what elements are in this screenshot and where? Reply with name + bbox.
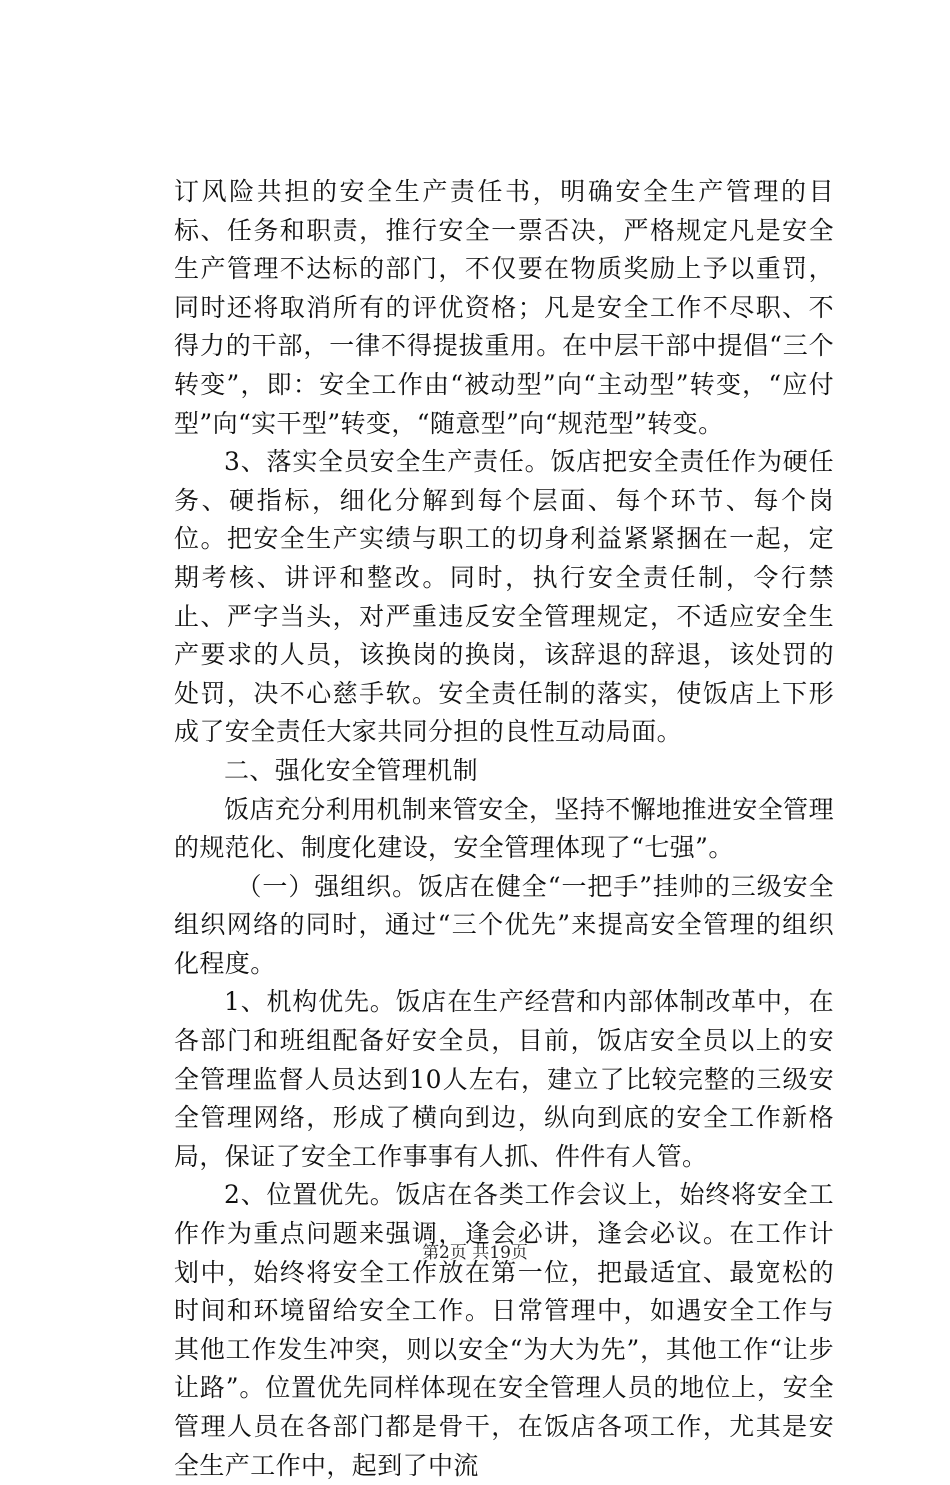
paragraph-item-1: 1、机构优先。饭店在生产经营和内部体制改革中，在各部门和班组配备好安全员，目前，饭店安全员以上的安全管理监督人员达到10人左右，建立了比较完整的三级安全管理网络，形成了横向到边，纵向到底的安全工作新格局，保证了安全工作事事有人抓、件件有人管。 [174,987,834,1171]
document-body [174,173,834,1485]
page-footer: 第2页 共19页 [422,1243,528,1263]
section-heading: 二、强化安全管理机制 [224,755,479,785]
paragraph-subsection-1: （一）强组织。饭店在健全“一把手”挂帅的三级安全组织网络的同时，通过“三个优先”来提高安全管理的组织化程度。 [174,871,834,978]
paragraph-intro: 饭店充分利用机制来管安全，坚持不懈地推进安全管理的规范化、制度化建设，安全管理体现了“七强”。 [174,794,834,863]
paragraph-item-3: 3、落实全员安全生产责任。饭店把安全责任作为硬任务、硬指标，细化分解到每个层面、每个环节、每个岗位。把安全生产实绩与职工的切身利益紧紧捆在一起，定期考核、讲评和整改。同时，执行安全责任制，令行禁止、严字当头，对严重违反安全管理规定，不适应安全生产要求的人员，该换岗的换岗，该辞退的辞退，该处罚的处罚，决不心慈手软。安全责任制的落实，使饭店上下形成了安全责任大家共同分担的良性互动局面。 [174,447,834,747]
paragraph-item-2: 2、位置优先。饭店在各类工作会议上，始终将安全工作作为重点问题来强调，逢会必讲，逢会必议。在工作计划中，始终将安全工作放在第一位，把最适宜、最宽松的时间和环境留给安全工作。日常管理中，如遇安全工作与其他工作发生冲突，则以安全“为大为先”，其他工作“让步让路”。位置优先同样体现在安全管理人员的地位上，安全管理人员在各部门都是骨干，在饭店各项工作，尤其是安全生产工作中，起到了中流 [174,1180,834,1480]
paragraph-continuation: 订风险共担的安全生产责任书，明确安全生产管理的目标、任务和职责，推行安全一票否决，严格规定凡是安全生产管理不达标的部门，不仅要在物质奖励上予以重罚，同时还将取消所有的评优资格；凡是安全工作不尽职、不得力的干部，一律不得提拔重用。在中层干部中提倡“三个转变”，即：安全工作由“被动型”向“主动型”转变，“应付型”向“实干型”转变，“随意型”向“规范型”转变。 [174,177,834,438]
